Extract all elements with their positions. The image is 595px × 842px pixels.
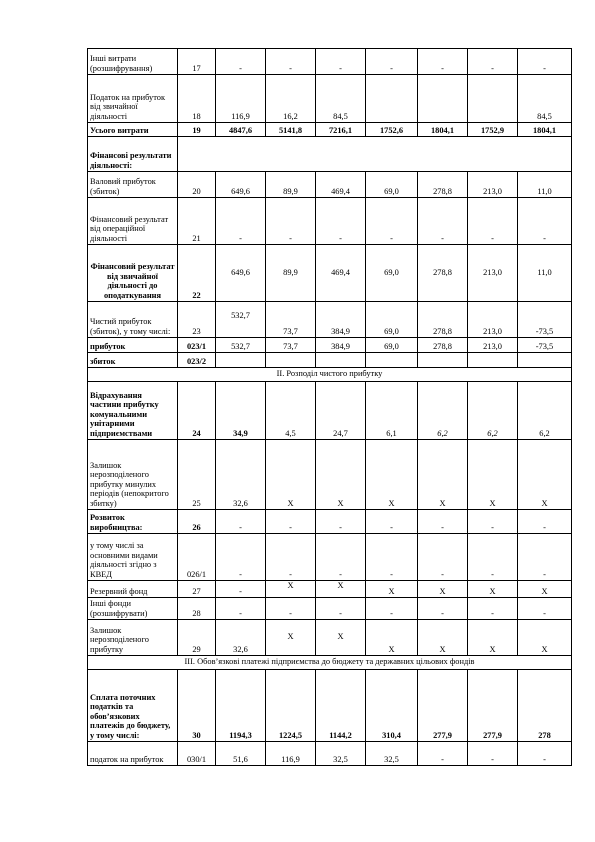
table-row: [88, 581, 572, 598]
row-label: податок на прибуток: [88, 742, 178, 766]
row-value: 89,9: [266, 172, 316, 198]
table-row: [88, 440, 572, 510]
row-value: 84,5: [518, 75, 572, 123]
row-code: 20: [178, 172, 216, 198]
row-value: [518, 353, 572, 368]
row-code: 030/1: [178, 742, 216, 766]
table-row: [88, 620, 572, 656]
row-value: -: [418, 198, 468, 245]
row-label: у тому числі за основними видами діяльності згідно з КВЕД: [88, 534, 178, 581]
row-value: [418, 75, 468, 123]
row-value: -: [216, 598, 266, 620]
table-row: [88, 670, 572, 742]
row-label: Залишок нерозподіленого прибутку: [88, 620, 178, 656]
row-value: 532,7: [216, 338, 266, 353]
row-value: 73,7: [266, 338, 316, 353]
table-row: [88, 302, 572, 338]
row-code: 28: [178, 598, 216, 620]
row-value: Х: [316, 581, 366, 598]
row-value: -: [418, 742, 468, 766]
row-code: 023/1: [178, 338, 216, 353]
row-value: [366, 75, 418, 123]
row-label: Чистий прибуток (збиток), у тому числі:: [88, 302, 178, 338]
row-code: 24: [178, 382, 216, 440]
row-value: 649,6: [216, 245, 266, 302]
table-row: [88, 742, 572, 766]
row-value: -: [366, 510, 418, 534]
row-value: -: [468, 198, 518, 245]
row-value: Х: [468, 440, 518, 510]
row-value: 469,4: [316, 245, 366, 302]
row-value: -: [518, 742, 572, 766]
row-value: 278,8: [418, 302, 468, 338]
row-value: Х: [366, 440, 418, 510]
table-row: [88, 172, 572, 198]
row-value: [366, 353, 418, 368]
table-row: [88, 49, 572, 75]
row-value: 11,0: [518, 172, 572, 198]
row-value: -: [468, 742, 518, 766]
row-value: Х: [518, 620, 572, 656]
row-code: 023/2: [178, 353, 216, 368]
row-label: прибуток: [88, 338, 178, 353]
row-value: 24,7: [316, 382, 366, 440]
row-value: 1194,3: [216, 670, 266, 742]
row-label: Залишок нерозподіленого прибутку минулих періодів (непокритого збитку): [88, 440, 178, 510]
row-value: 51,6: [216, 742, 266, 766]
row-value: -: [366, 49, 418, 75]
row-label-text: Відрахування частини прибутку комунальними унітарними підприємствами: [90, 390, 159, 438]
row-code: 026/1: [178, 534, 216, 581]
table-row: [88, 198, 572, 245]
row-value: [216, 353, 266, 368]
row-value: -: [518, 534, 572, 581]
row-value: 16,2: [266, 75, 316, 123]
row-value: 278,8: [418, 245, 468, 302]
row-label: збиток: [88, 353, 178, 368]
row-value: 1804,1: [418, 123, 468, 137]
row-value: 6,2: [518, 382, 572, 440]
row-value: 69,0: [366, 245, 418, 302]
row-value: -: [468, 534, 518, 581]
table-row: [88, 137, 572, 172]
row-value: -: [216, 49, 266, 75]
row-label: Податок на прибуток від звичайної діяльності: [88, 75, 178, 123]
row-value: 6,1: [366, 382, 418, 440]
row-value: 32,6: [216, 440, 266, 510]
row-value: -: [266, 198, 316, 245]
row-value: 32,6: [216, 620, 266, 656]
row-value: Х: [418, 440, 468, 510]
empty-merged-cell: [178, 137, 572, 172]
row-value: -: [266, 598, 316, 620]
row-value: 1752,9: [468, 123, 518, 137]
table-row: [88, 353, 572, 368]
row-value: 278,8: [418, 338, 468, 353]
row-value: 384,9: [316, 338, 366, 353]
row-value: 213,0: [468, 172, 518, 198]
row-value: 469,4: [316, 172, 366, 198]
row-value: Х: [468, 581, 518, 598]
row-value: Х: [418, 581, 468, 598]
row-label: Усього витрати: [88, 123, 178, 137]
row-value: 278: [518, 670, 572, 742]
row-code: 18: [178, 75, 216, 123]
row-value: -: [366, 534, 418, 581]
row-value: Х: [266, 440, 316, 510]
table-row: [88, 598, 572, 620]
financial-plan-table: [87, 48, 572, 766]
table-row: [88, 382, 572, 440]
row-label: Валовий прибуток (збиток): [88, 172, 178, 198]
row-value: -: [316, 49, 366, 75]
row-value: 4847,6: [216, 123, 266, 137]
row-label: Фінансовий результат від звичайної діяльності до оподаткування: [88, 245, 178, 302]
row-value: 32,5: [366, 742, 418, 766]
table-row: [88, 510, 572, 534]
row-value: -: [316, 534, 366, 581]
row-value: -73,5: [518, 338, 572, 353]
row-label: Сплата поточних податків та обов’язкових платежів до бюджету, у тому числі:: [88, 670, 178, 742]
row-value: 116,9: [266, 742, 316, 766]
row-code: 17: [178, 49, 216, 75]
row-value: -: [266, 49, 316, 75]
row-value: -: [216, 198, 266, 245]
row-value: 116,9: [216, 75, 266, 123]
row-value: 277,9: [418, 670, 468, 742]
row-value: [266, 353, 316, 368]
row-value: -: [518, 510, 572, 534]
table-row: [88, 534, 572, 581]
row-value: -: [468, 510, 518, 534]
section-header-row: [88, 368, 572, 382]
row-value: -: [216, 534, 266, 581]
row-value: 1144,2: [316, 670, 366, 742]
row-value: 277,9: [468, 670, 518, 742]
row-value: 4,5: [266, 382, 316, 440]
row-value: -: [418, 598, 468, 620]
row-code: 23: [178, 302, 216, 338]
row-code: 25: [178, 440, 216, 510]
row-value: Х: [266, 581, 316, 598]
row-value: -73,5: [518, 302, 572, 338]
row-value: Х: [418, 620, 468, 656]
row-value: 69,0: [366, 302, 418, 338]
row-value: -: [418, 49, 468, 75]
row-code: 22: [178, 245, 216, 302]
row-value: [418, 353, 468, 368]
row-value: -: [316, 598, 366, 620]
row-value: -: [418, 510, 468, 534]
row-label: [88, 382, 178, 440]
row-value: 73,7: [266, 302, 316, 338]
row-value: [316, 353, 366, 368]
table-row: [88, 338, 572, 353]
row-value: 213,0: [468, 245, 518, 302]
row-value: -: [266, 510, 316, 534]
row-label: Розвиток виробництва:: [88, 510, 178, 534]
row-value: [468, 353, 518, 368]
row-value: 310,4: [366, 670, 418, 742]
row-value: Х: [518, 581, 572, 598]
row-value: -: [518, 598, 572, 620]
row-value: 213,0: [468, 302, 518, 338]
row-code: 26: [178, 510, 216, 534]
row-value: 89,9: [266, 245, 316, 302]
row-label: Інші фонди (розшифрувати): [88, 598, 178, 620]
row-code: 19: [178, 123, 216, 137]
row-value: 5141,8: [266, 123, 316, 137]
row-value: Х: [316, 620, 366, 656]
section-title: ІІІ. Обов’язкові платежі підприємства до бюджету та державних цільових фондів: [88, 656, 572, 670]
row-value: -: [216, 510, 266, 534]
row-value: -: [366, 598, 418, 620]
section-header-row: [88, 656, 572, 670]
row-value: -: [518, 198, 572, 245]
row-value: 32,5: [316, 742, 366, 766]
row-value: 34,9: [216, 382, 266, 440]
row-value: 213,0: [468, 338, 518, 353]
table-row: [88, 75, 572, 123]
row-label: Фінансові результати діяльності:: [88, 137, 178, 172]
row-code: 27: [178, 581, 216, 598]
row-value: 1224,5: [266, 670, 316, 742]
row-value: 6,2: [418, 382, 468, 440]
row-label: Резервний фонд: [88, 581, 178, 598]
row-value: Х: [266, 620, 316, 656]
row-value: 649,6: [216, 172, 266, 198]
row-value: Х: [468, 620, 518, 656]
row-code: 30: [178, 670, 216, 742]
row-value: 84,5: [316, 75, 366, 123]
row-value: 69,0: [366, 172, 418, 198]
row-value: -: [366, 198, 418, 245]
table-row: [88, 245, 572, 302]
row-value: 532,7: [216, 302, 266, 338]
row-value: -: [468, 49, 518, 75]
row-value: -: [468, 598, 518, 620]
row-value: [468, 75, 518, 123]
row-value: 1804,1: [518, 123, 572, 137]
row-value: -: [216, 581, 266, 598]
row-value: Х: [366, 581, 418, 598]
row-code: 29: [178, 620, 216, 656]
row-value: 384,9: [316, 302, 366, 338]
row-value: -: [518, 49, 572, 75]
row-value: -: [418, 534, 468, 581]
row-value: 69,0: [366, 338, 418, 353]
row-value: -: [316, 198, 366, 245]
row-value: 1752,6: [366, 123, 418, 137]
row-value: Х: [366, 620, 418, 656]
table-row: [88, 123, 572, 137]
row-value: 278,8: [418, 172, 468, 198]
row-value: 7216,1: [316, 123, 366, 137]
row-code: 21: [178, 198, 216, 245]
row-value: 11,0: [518, 245, 572, 302]
row-value: -: [266, 534, 316, 581]
row-label: Фінансовий результат від операційної діяльності: [88, 198, 178, 245]
section-title: ІІ. Розподіл чистого прибутку: [88, 368, 572, 382]
row-value: Х: [518, 440, 572, 510]
row-value: 6,2: [468, 382, 518, 440]
row-value: -: [316, 510, 366, 534]
row-value: Х: [316, 440, 366, 510]
row-label: Інші витрати (розшифрування): [88, 49, 178, 75]
